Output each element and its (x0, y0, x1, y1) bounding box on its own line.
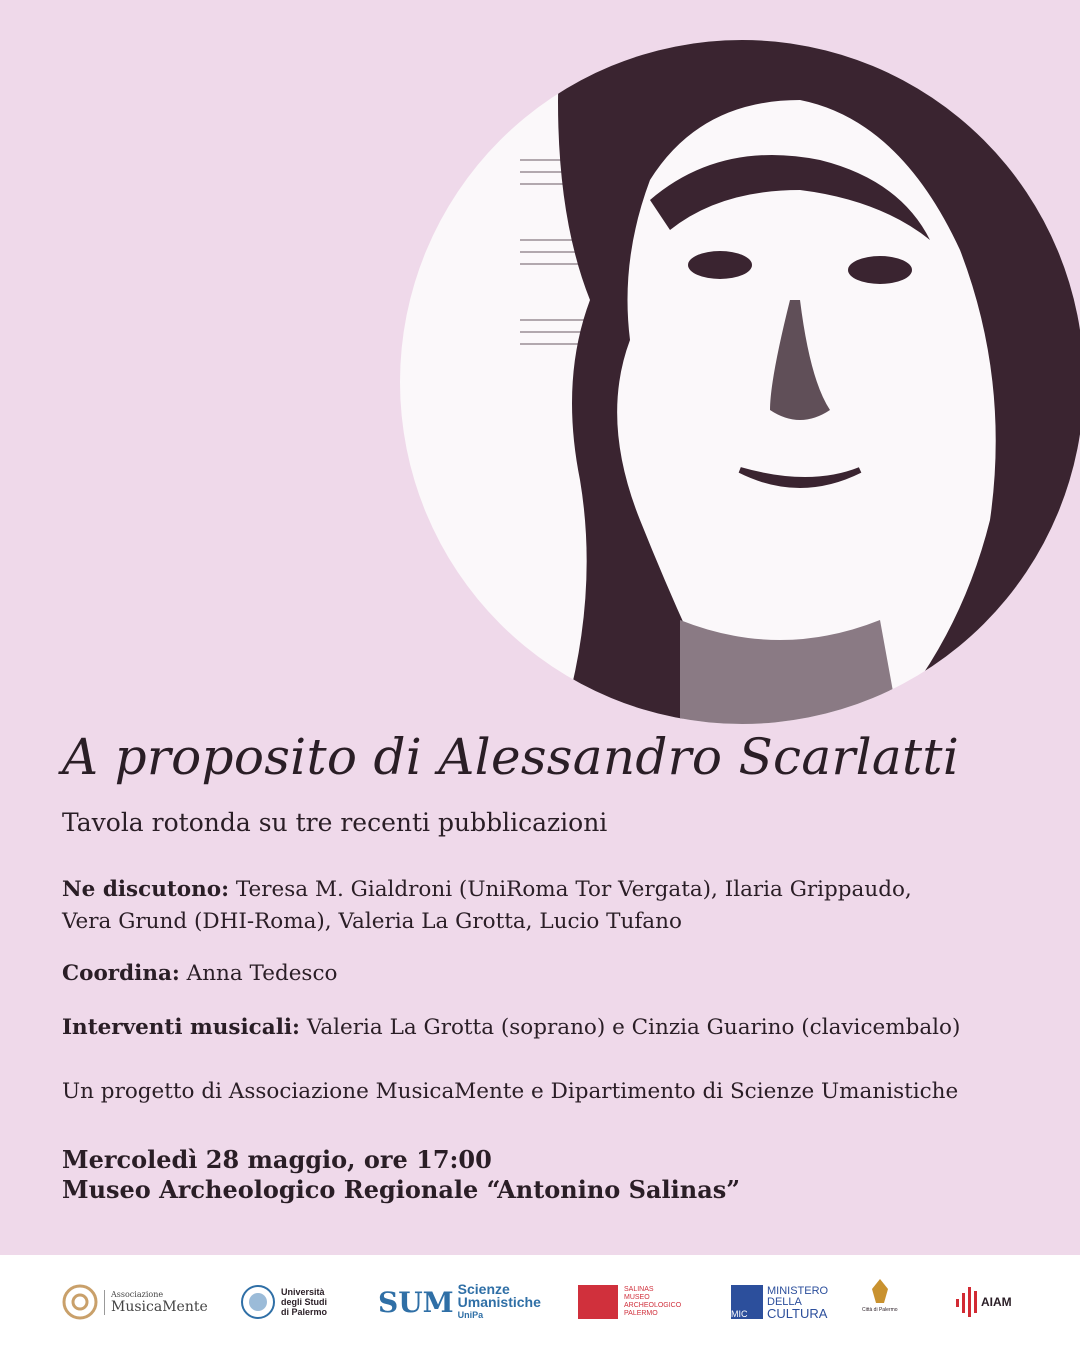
coordinator (62, 958, 337, 990)
discussants-line1: Teresa M. Gialdroni (UniRoma Tor Vergata), Ilaria Grippaudo, (235, 877, 912, 902)
event-datetime (62, 1145, 740, 1205)
salinas-line: PALERMO (624, 1310, 658, 1317)
bars-icon (955, 1285, 981, 1319)
music-label: Interventi musicali: (62, 1015, 300, 1040)
logo-aiam (955, 1277, 1012, 1327)
logo-sum (378, 1277, 541, 1327)
coordinator-label: Coordina: (62, 961, 180, 986)
mic-line: CULTURA (767, 1305, 828, 1321)
music-value: Valeria La Grotta (soprano) e Cinzia Guarino (clavicembalo) (306, 1015, 961, 1040)
event-venue: Museo Archeologico Regionale “Antonino Salinas” (62, 1175, 741, 1204)
project-credit: Un progetto di Associazione MusicaMente e Dipartimento di Scienze Umanistiche (62, 1079, 959, 1104)
coordinator-value: Anna Tedesco (186, 961, 338, 986)
unipa-line: degli Studi (281, 1297, 327, 1307)
salinas-mark-icon (578, 1285, 618, 1319)
musicamente-big: MusicaMente (111, 1298, 208, 1315)
logo-unipa (240, 1277, 327, 1327)
mic-line: MINISTERO (767, 1284, 829, 1297)
unipa-line: Università (281, 1287, 325, 1297)
unipa-line: di Palermo (281, 1307, 328, 1317)
mic-mark: MIC (731, 1285, 763, 1319)
sum-mark: SUM (378, 1285, 454, 1319)
discussants-line2: Vera Grund (DHI-Roma), Valeria La Grotta, Lucio Tufano (62, 909, 682, 934)
salinas-line: MUSEO (624, 1294, 650, 1301)
discussants (62, 874, 912, 938)
musical-interventions (62, 1012, 960, 1044)
event-title: A proposito di Alessandro Scarlatti (62, 728, 960, 786)
event-date: Mercoledì 28 maggio, ore 17:00 (62, 1145, 492, 1174)
discussants-label: Ne discutono: (62, 877, 230, 902)
logo-palermo (862, 1277, 898, 1327)
logo-musicamente (62, 1277, 208, 1327)
aiam-label: AIAM (981, 1295, 1012, 1309)
logo-mic (731, 1277, 828, 1327)
unipa-seal-icon (240, 1284, 276, 1320)
logo-salinas (578, 1277, 681, 1327)
salinas-line: SALINAS (624, 1286, 654, 1293)
event-subtitle: Tavola rotonda su tre recenti pubblicazioni (62, 808, 608, 837)
palermo-label: Città di Palermo (862, 1307, 898, 1313)
musicamente-small: Associazione (111, 1289, 164, 1299)
mic-line: DELLA (767, 1295, 802, 1308)
sum-line: Umanistiche (457, 1293, 541, 1310)
salinas-line: ARCHEOLOGICO (624, 1302, 682, 1309)
rosette-icon (62, 1284, 98, 1320)
sum-line: Scienze (457, 1280, 510, 1297)
sponsor-logos (0, 1255, 1080, 1350)
sum-line: UniPa (457, 1309, 484, 1320)
eagle-crest-icon (870, 1277, 890, 1307)
